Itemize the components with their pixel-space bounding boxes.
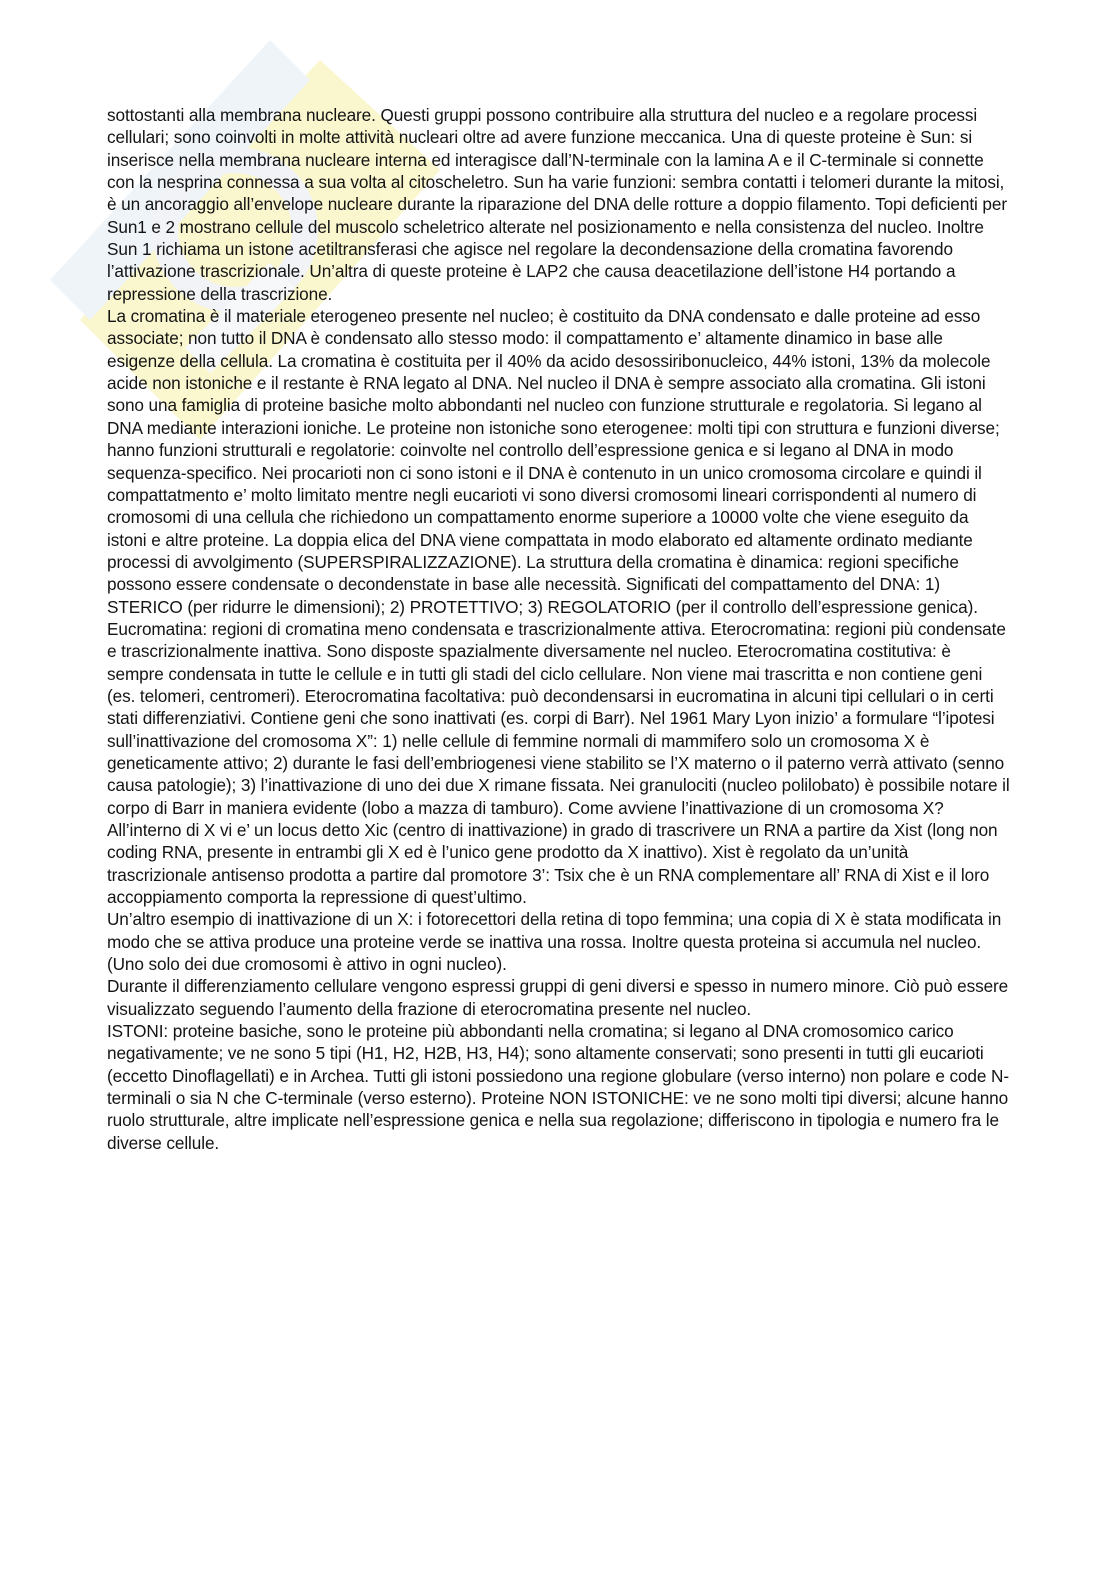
paragraph-chromatin: La cromatina è il materiale eterogeneo presente nel nucleo; è costituito da DNA condensato e dalle proteine ad esso associate; non tutto il DNA è condensato allo stesso modo: il compattamento e’ altamente dinamico in base alle esigenze della cellula. La cromatina è costituita per il 40% da acido desossiribonucleico, 44% istoni, 13% da molecole acide non istoniche e il restante è RNA legato al DNA. Nel nucleo il DNA è sempre associato alla cromatina. Gli istoni sono una famiglia di proteine basiche molto abbondanti nel nucleo con funzione strutturale e regolatoria. Si legano al DNA mediante interazioni ioniche. Le proteine non istoniche sono eterogenee: molti tipi con struttura e funzioni diverse; hanno funzioni strutturali e regolatorie: coinvolte nel controllo dell’espressione genica e si legano al DNA in modo sequenza-specifico. Nei procarioti non ci sono istoni e il DNA è contenuto in un unico cromosoma circolare e quindi il compattatmento e’ molto limitato mentre negli eucarioti vi sono diversi cromosomi lineari corrispondenti al numero di cromosomi di una cellula che richiedono un compattamento enorme superiore a 10000 volte che viene eseguito da istoni e altre proteine. La doppia elica del DNA viene compattata in modo elaborato ed altamente ordinato mediante processi di avvolgimento (SUPERSPIRALIZZAZIONE). La struttura della cromatina è dinamica: regioni specifiche possono essere condensate o decondenstate in base alle necessità. Significati del compattamento del DNA: 1) STERICO (per ridurre le dimensioni); 2) PROTETTIVO; 3) REGOLATORIO (per il controllo dell’espressione genica). [107, 306, 1000, 617]
paragraph-differentiation: Durante il differenziamento cellulare vengono espressi gruppi di geni diversi e spesso in numero minore. Ciò può essere visualizzato seguendo l’aumento della frazione di eterocromatina presente nel nucleo. [107, 976, 1009, 1019]
paragraph-euchromatin: Eucromatina: regioni di cromatina meno condensata e trascrizionalmente attiva. Eterocromatina: regioni più condensate e trascrizionalmente inattiva. Sono disposte spazialmente diversamente nel nucleo. Eterocromatina costitutiva: è sempre condensata in tutte le cellule e in tutti gli stadi del ciclo cellulare. Non viene mai trascritta e non contiene geni (es. telomeri, centromeri). Eterocromatina facoltativa: può decondensarsi in eucromatina in alcuni tipi cellulari o in certi stati differenziativi. Contiene geni che sono inattivati (es. corpi di Barr). Nel 1961 Mary Lyon inizio’ a formulare “l’ipotesi sull’inattivazione del cromosoma X”: 1) nelle cellule di femmine normali di mammifero solo un cromosoma X è geneticamente attivo; 2) durante le fasi dell’embriogenesi viene stabilito se l’X materno o il paterno verrà attivato (senno causa patologie); 3) l’inattivazione di uno dei due X rimane fissata. Nei granulociti (nucleo polilobato) è possibile notare il corpo di Barr in maniera evidente (lobo a mazza di tamburo). Come avviene l’inattivazione di un cromosoma X? All’interno di X vi e’ un locus detto Xic (centro di inattivazione) in grado di trascrivere un RNA a partire da Xist (long non coding RNA, presente in entrambi gli X ed è l’unico gene prodotto da X inattivo). Xist è regolato da un’unità trascrizionale antisenso prodotta a partire dal promotore 3’: Tsix che è un RNA complementare all’ RNA di Xist e il loro accoppiamento comporta la repressione di quest’ultimo. [107, 618, 1010, 908]
paragraph-histones: ISTONI: proteine basiche, sono le proteine più abbondanti nella cromatina; si legano al DNA cromosomico carico negativamente; ve ne sono 5 tipi (H1, H2, H2B, H3, H4); sono altamente conservati; sono presenti in tutti gli eucarioti (eccetto Dinoflagellati) e in Archea. Tutti gli istoni possiedono una regione globulare (verso interno) non polare e code N-terminali o sia N che C-terminale (verso esterno). Proteine NON ISTONICHE: ve ne sono molti tipi diversi; alcune hanno ruolo strutturale, altre implicate nell’espressione genica e nella sua regolazione; differiscono in tipologia e numero fra le diverse cellule. [107, 1021, 1009, 1153]
paragraph-x-inactivation-example: Un’altro esempio di inattivazione di un X: i fotorecettori della retina di topo femmina; una copia di X è stata modificata in modo che se attiva produce una proteine verde se inattiva una rossa. Inoltre questa proteina si accumula nel nucleo. (Uno solo dei due cromosomi è attivo in ogni nucleo). [107, 909, 1002, 975]
paragraph-sun-proteins: sottostanti alla membrana nucleare. Questi gruppi possono contribuire alla struttura del nucleo e a regolare processi cellulari; sono coinvolti in molte attività nucleari oltre ad avere funzione meccanica. Una di queste proteine è Sun: si inserisce nella membrana nucleare interna ed interagisce dall’N-terminale con la lamina A e il C-terminale si connette con la nesprina connessa a sua volta al citoscheletro. Sun ha varie funzioni: sembra contatti i telomeri durante la mitosi, è un ancoraggio all’envelope nucleare durante la riparazione del DNA delle rotture a doppio filamento. Topi deficienti per Sun1 e 2 mostrano cellule del muscolo scheletrico alterate nel posizionamento e nella consistenza del nucleo. Inoltre Sun 1 richiama un istone acetiltransferasi che agisce nel regolare la decondensazione della cromatina favorendo l’attivazione trascrizionale. Un’altra di queste proteine è LAP2 che causa deacetilazione dell’istone H4 portando a repressione della trascrizione. [107, 105, 1007, 304]
document-body [107, 104, 1012, 1154]
